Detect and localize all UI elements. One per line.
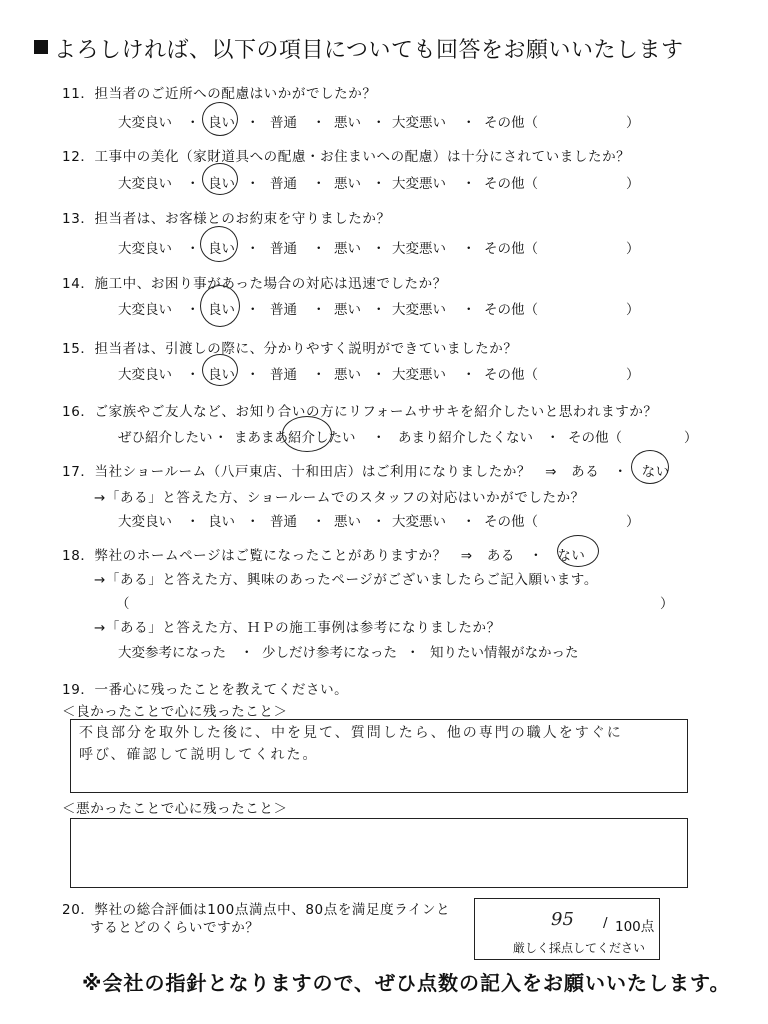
separator: ・ xyxy=(186,115,200,131)
option-very-good: 大変良い xyxy=(118,241,172,257)
separator: ・ xyxy=(372,430,386,446)
separator: ・ xyxy=(246,367,260,383)
question-17: 17．当社ショールーム（八戸東店、十和田店）はご利用になりましたか？ ⇒ ある ・ ない xyxy=(62,464,670,480)
option-other-close: ） xyxy=(626,367,640,383)
option-not-helpful: 知りたい情報がなかった xyxy=(430,645,579,661)
separator: ・ xyxy=(186,176,200,192)
separator: ・ xyxy=(312,302,326,318)
option-other-close: ） xyxy=(626,241,640,257)
square-bullet-icon xyxy=(34,40,48,54)
option-bad: 悪い xyxy=(334,367,361,383)
question-11: 11．担当者のご近所への配慮はいかがでしたか？ xyxy=(62,86,377,102)
option-not-much: あまり紹介したくない xyxy=(398,430,533,446)
option-good: 良い xyxy=(208,367,235,383)
separator: ・ xyxy=(312,176,326,192)
option-normal: 普通 xyxy=(270,514,297,530)
footer-notice: ※会社の指針となりますので、ぜひ点数の記入をお願いいたします。 xyxy=(82,971,731,995)
separator: ・ xyxy=(372,241,386,257)
score-max: 100点 xyxy=(615,919,655,935)
separator: ・ xyxy=(214,430,228,446)
separator: ・ xyxy=(246,241,260,257)
separator: ・ xyxy=(312,514,326,530)
separator: ・ xyxy=(186,241,200,257)
option-other: その他（ xyxy=(484,241,538,257)
separator: ・ xyxy=(406,645,420,661)
option-very-good: 大変良い xyxy=(118,115,172,131)
separator: ・ xyxy=(372,302,386,318)
question-18: 18．弊社のホームページはご覧になったことがありますか？ ⇒ ある ・ ない xyxy=(62,548,586,564)
question-15: 15．担当者は、引渡しの際に、分かりやすく説明ができていましたか？ xyxy=(62,341,518,357)
option-good: 良い xyxy=(208,115,235,131)
option-very-good: 大変良い xyxy=(118,514,172,530)
question-13: 13．担当者は、お客様とのお約束を守りましたか？ xyxy=(62,211,391,227)
separator: ・ xyxy=(372,367,386,383)
option-bad: 悪い xyxy=(334,115,361,131)
option-other: その他（ xyxy=(484,367,538,383)
option-other: その他（ xyxy=(484,302,538,318)
option-very-bad: 大変悪い xyxy=(392,241,446,257)
separator: ・ xyxy=(186,302,200,318)
score-note: 厳しく採点してください xyxy=(513,941,646,955)
separator: ・ xyxy=(372,115,386,131)
separator: ・ xyxy=(462,514,476,530)
option-normal: 普通 xyxy=(270,115,297,131)
separator: ・ xyxy=(312,241,326,257)
question-20-line1: 20．弊社の総合評価は100点満点中、80点を満足度ラインと xyxy=(62,902,451,918)
score-box[interactable] xyxy=(474,898,660,960)
option-other: その他（ xyxy=(484,176,538,192)
option-very-bad: 大変悪い xyxy=(392,176,446,192)
score-slash: / xyxy=(603,915,608,931)
option-good: 良い xyxy=(208,176,235,192)
page-title: よろしければ、以下の項目についても回答をお願いいたします xyxy=(54,38,684,63)
option-bad: 悪い xyxy=(334,514,361,530)
separator: ・ xyxy=(312,367,326,383)
answer-open-paren: （ xyxy=(116,596,130,612)
option-other: その他（ xyxy=(568,430,622,446)
option-very-good: 大変良い xyxy=(118,176,172,192)
bad-comment-box[interactable] xyxy=(70,818,688,888)
question-18-followup-2: →「ある」と答えた方、ＨＰの施工事例は参考になりましたか？ xyxy=(94,620,501,636)
separator: ・ xyxy=(372,514,386,530)
option-somewhat-helpful: 少しだけ参考になった xyxy=(262,645,397,661)
option-other-close: ） xyxy=(684,430,698,446)
option-good: 良い xyxy=(208,302,235,318)
option-bad: 悪い xyxy=(334,241,361,257)
separator: ・ xyxy=(246,176,260,192)
separator: ・ xyxy=(546,430,560,446)
separator: ・ xyxy=(462,176,476,192)
option-normal: 普通 xyxy=(270,302,297,318)
question-16: 16．ご家族やご友人など、お知り合いの方にリフォームササキを紹介したいと思われますか？ xyxy=(62,404,658,420)
handwritten-answer-line: 呼び、確認して説明してくれた。 xyxy=(79,747,319,763)
option-other-close: ） xyxy=(626,176,640,192)
question-17-followup: →「ある」と答えた方、ショールームでのスタッフの対応はいかがでしたか？ xyxy=(94,490,585,506)
good-comment-label: ＜良かったことで心に残ったこと＞ xyxy=(62,704,288,720)
separator: ・ xyxy=(462,302,476,318)
option-other-close: ） xyxy=(626,302,640,318)
separator: ・ xyxy=(462,367,476,383)
question-14: 14．施工中、お困り事があった場合の対応は迅速でしたか？ xyxy=(62,276,447,292)
option-somewhat-recommend: まあまあ紹介したい xyxy=(234,430,356,446)
separator: ・ xyxy=(186,514,200,530)
option-bad: 悪い xyxy=(334,176,361,192)
option-other-close: ） xyxy=(626,514,640,530)
separator: ・ xyxy=(312,115,326,131)
option-definitely-recommend: ぜひ紹介したい xyxy=(118,430,213,446)
separator: ・ xyxy=(186,367,200,383)
separator: ・ xyxy=(246,514,260,530)
option-very-bad: 大変悪い xyxy=(392,115,446,131)
question-20-line2: するとどのくらいですか？ xyxy=(62,920,260,936)
option-bad: 悪い xyxy=(334,302,361,318)
option-other: その他（ xyxy=(484,514,538,530)
answer-close-paren: ） xyxy=(660,596,674,612)
option-very-good: 大変良い xyxy=(118,367,172,383)
handwritten-answer-line: 不良部分を取外した後に、中を見て、質問したら、他の専門の職人をすぐに xyxy=(79,725,623,741)
option-very-bad: 大変悪い xyxy=(392,514,446,530)
question-18-followup-1: →「ある」と答えた方、興味のあったページがございましたらご記入願います。 xyxy=(94,572,598,588)
question-12: 12．工事中の美化（家財道具への配慮・お住まいへの配慮）は十分にされていましたか？ xyxy=(62,149,631,165)
separator: ・ xyxy=(240,645,254,661)
bad-comment-label: ＜悪かったことで心に残ったこと＞ xyxy=(62,801,288,817)
option-normal: 普通 xyxy=(270,241,297,257)
separator: ・ xyxy=(246,115,260,131)
option-good: 良い xyxy=(208,514,235,530)
question-19: 19．一番心に残ったことを教えてください。 xyxy=(62,682,349,698)
option-very-bad: 大変悪い xyxy=(392,367,446,383)
option-normal: 普通 xyxy=(270,367,297,383)
separator: ・ xyxy=(462,115,476,131)
score-value: 95 xyxy=(551,909,574,930)
option-very-good: 大変良い xyxy=(118,302,172,318)
option-normal: 普通 xyxy=(270,176,297,192)
option-other-close: ） xyxy=(626,115,640,131)
separator: ・ xyxy=(246,302,260,318)
option-very-bad: 大変悪い xyxy=(392,302,446,318)
option-other: その他（ xyxy=(484,115,538,131)
option-good: 良い xyxy=(208,241,235,257)
good-comment-box[interactable] xyxy=(70,719,688,793)
separator: ・ xyxy=(372,176,386,192)
separator: ・ xyxy=(462,241,476,257)
option-very-helpful: 大変参考になった xyxy=(118,645,226,661)
